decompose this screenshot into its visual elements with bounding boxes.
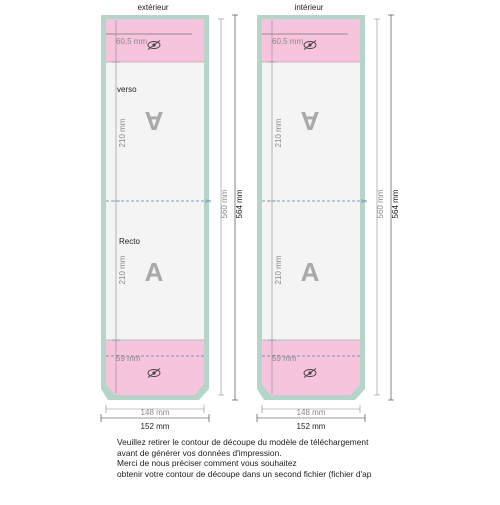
dim-outer-width: 152 mm — [140, 422, 170, 431]
note-line: Merci de nous préciser comment vous souhaitez — [117, 458, 297, 469]
dim-panel-lower: 210 mm — [274, 255, 283, 285]
hidden-zone-bottom — [106, 340, 204, 395]
dim-top-zone: 60,5 mm — [272, 37, 304, 46]
dim-outer-height: 564 mm — [391, 189, 400, 219]
dim-bottom-zone: 59 mm — [272, 354, 297, 363]
trim-area — [106, 19, 204, 395]
dim-panel-upper: 210 mm — [118, 118, 127, 148]
dim-inner-height: 560 mm — [220, 189, 229, 219]
dim-outer-width: 152 mm — [296, 422, 326, 431]
note-line: Veuillez retirer le contour de découpe du modèle de téléchargement — [117, 437, 369, 447]
instructions-note — [117, 437, 500, 479]
view-label-interieur: intérieur — [294, 3, 324, 12]
panel-label-verso: verso — [117, 85, 137, 94]
template-exterieur — [101, 3, 244, 431]
dim-inner-height: 560 mm — [376, 189, 385, 219]
dim-panel-upper: 210 mm — [274, 118, 283, 148]
artwork-letter-upside-down: A — [144, 106, 164, 136]
dim-bottom-zone: 59 mm — [116, 354, 141, 363]
dim-outer-height: 564 mm — [235, 189, 244, 219]
artwork-letter: A — [144, 257, 164, 287]
template-interieur — [257, 3, 400, 431]
dim-inner-width: 148 mm — [140, 408, 170, 417]
trim-area — [262, 19, 360, 395]
view-label-exterieur: extérieur — [137, 3, 169, 12]
panel-label-recto: Recto — [119, 237, 140, 246]
artwork-letter: A — [300, 257, 320, 287]
hidden-zone-bottom — [262, 340, 360, 395]
note-line: obtenir votre contour de découpe dans un second fichier (fichier d'ap — [117, 468, 372, 479]
artwork-letter-upside-down: A — [300, 106, 320, 136]
scissors-icon: ✂ — [205, 197, 212, 206]
dim-top-zone: 60,5 mm — [116, 37, 148, 46]
note-line: avant de générer vos données d'impression. — [117, 447, 282, 458]
dim-inner-width: 148 mm — [296, 408, 326, 417]
scissors-icon: ✂ — [361, 197, 368, 206]
dim-panel-lower: 210 mm — [118, 255, 127, 285]
